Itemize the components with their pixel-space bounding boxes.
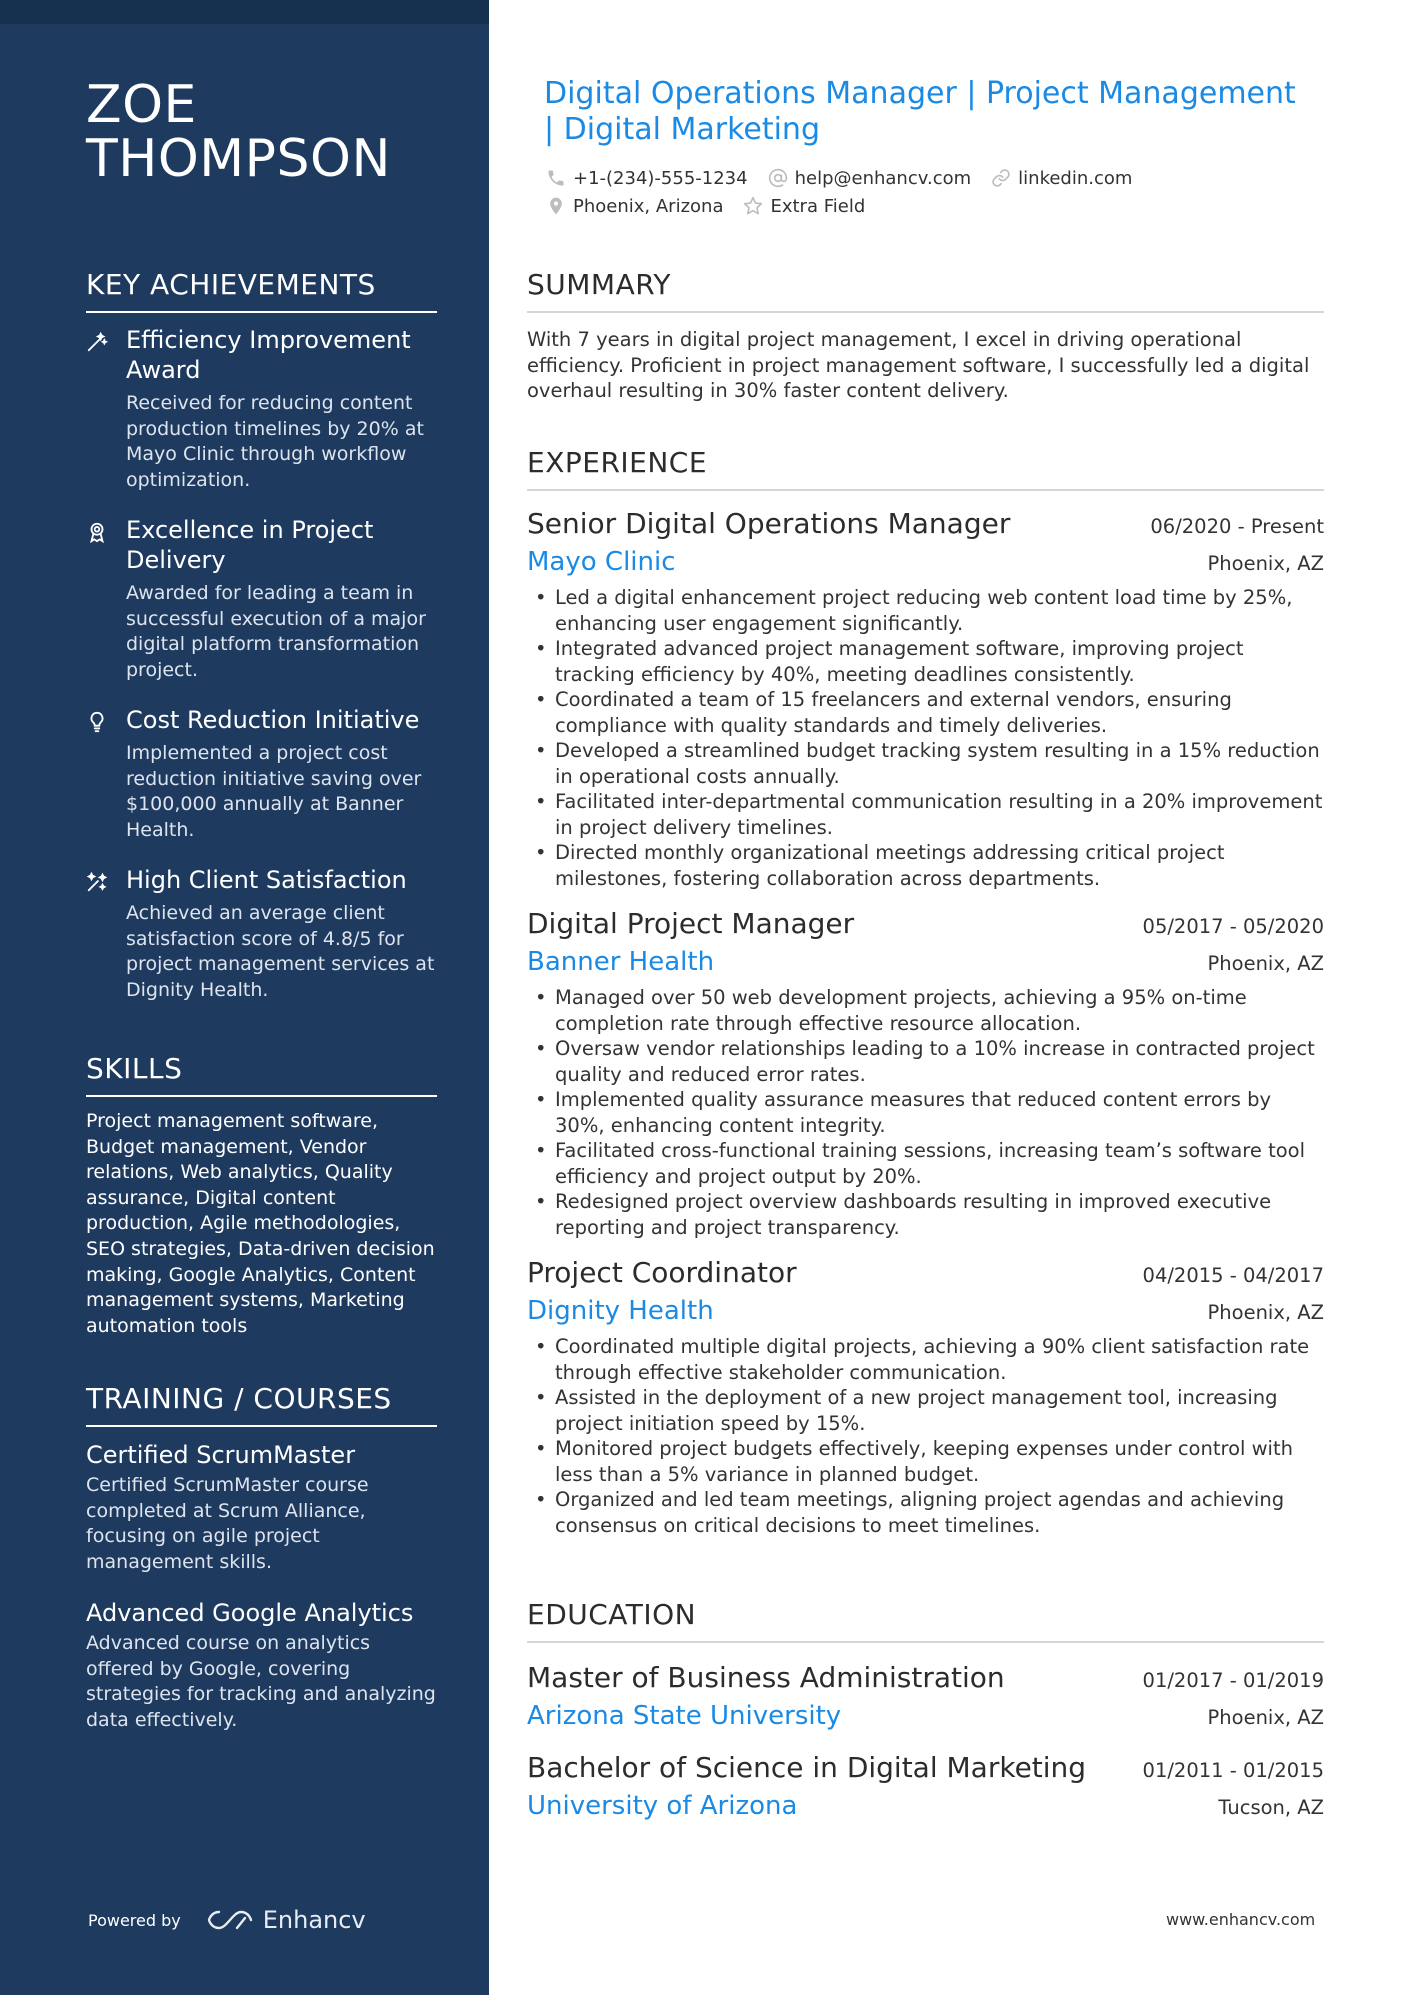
enhancv-logo-icon — [207, 1907, 253, 1933]
contact-info — [546, 164, 1132, 220]
job-company: Mayo Clinic — [527, 547, 676, 577]
achievement-title: Efficiency Improvement Award — [126, 326, 411, 384]
experience-entry — [527, 905, 1324, 1240]
list-item: • Organized and led team meetings, aligning project agendas and achieving consensus on critical decisions to meet timelines. — [527, 1487, 1324, 1538]
experience-entry — [527, 1254, 1324, 1538]
link-icon — [991, 168, 1011, 188]
contact-location — [546, 196, 723, 217]
achievement-item — [86, 865, 437, 1003]
list-item: • Monitored project budgets effectively, keeping expenses under control with less than a 5% variance in planned budget. — [527, 1436, 1324, 1487]
job-location: Phoenix, AZ — [1207, 1301, 1324, 1324]
list-item: • Managed over 50 web development projects, achieving a 95% on-time completion rate through effective resource allocation. — [527, 985, 1324, 1036]
website-link[interactable]: www.enhancv.com — [1166, 1910, 1316, 1929]
job-date: 04/2015 - 04/2017 — [1142, 1264, 1324, 1287]
enhancv-logo[interactable] — [207, 1906, 366, 1934]
list-item: • Developed a streamlined budget tracking system resulting in a 15% reduction in operational costs annually. — [527, 738, 1324, 789]
contact-location-text: Phoenix, Arizona — [573, 195, 724, 217]
job-location: Phoenix, AZ — [1207, 952, 1324, 975]
contact-phone[interactable] — [546, 168, 748, 189]
contact-linkedin-text: linkedin.com — [1018, 167, 1133, 189]
job-title: Digital Project Manager — [527, 907, 855, 940]
job-bullets — [527, 585, 1324, 891]
job-title: Project Coordinator — [527, 1256, 797, 1289]
school-location: Phoenix, AZ — [1207, 1706, 1324, 1729]
education-entry — [527, 1659, 1324, 1733]
location-pin-icon — [546, 196, 566, 216]
lightbulb-icon — [86, 711, 108, 733]
summary-heading: SUMMARY — [527, 268, 1324, 313]
powered-by — [88, 1906, 366, 1934]
contact-row — [546, 192, 1132, 220]
skills-list: Project management software, Budget management, Vendor relations, Web analytics, Quality assurance, Digital content production, Agile methodologies, SEO strategies, Data-driven decision making, Google Analytics, Content management systems, Marketing automation tools — [86, 1110, 435, 1337]
education-section — [527, 1598, 1324, 1823]
award-ribbon-icon — [86, 521, 108, 543]
job-location: Phoenix, AZ — [1207, 552, 1324, 575]
achievement-title: Excellence in Project Delivery — [126, 516, 374, 574]
course-title: Certified ScrumMaster — [86, 1441, 356, 1469]
skills-section — [86, 1052, 437, 1339]
list-item: • Coordinated multiple digital projects, achieving a 90% client satisfaction rate through effective stakeholder communication. — [527, 1334, 1324, 1385]
sidebar — [0, 0, 489, 1995]
experience-entry — [527, 505, 1324, 891]
achievement-desc: Achieved an average client satisfaction score of 4.8/5 for project management services at Dignity Health. — [126, 902, 435, 1001]
achievement-title: Cost Reduction Initiative — [126, 706, 420, 734]
achievement-item — [86, 325, 437, 493]
experience-section — [527, 446, 1324, 1538]
school-name: University of Arizona — [527, 1791, 798, 1821]
skills-heading: SKILLS — [86, 1052, 437, 1097]
contact-email[interactable] — [768, 168, 972, 189]
course-title: Advanced Google Analytics — [86, 1599, 414, 1627]
training-section — [86, 1382, 437, 1755]
course-desc: Certified ScrumMaster course completed at Scrum Alliance, focusing on agile project management skills. — [86, 1474, 369, 1573]
education-heading: EDUCATION — [527, 1598, 1324, 1643]
school-name: Arizona State University — [527, 1701, 842, 1731]
job-date: 05/2017 - 05/2020 — [1142, 915, 1324, 938]
job-company: Banner Health — [527, 947, 715, 977]
achievement-title: High Client Satisfaction — [126, 866, 407, 894]
contact-email-text: help@enhancv.com — [794, 167, 972, 189]
list-item: • Implemented quality assurance measures that reduced content errors by 30%, enhancing content integrity. — [527, 1087, 1324, 1138]
degree-title: Bachelor of Science in Digital Marketing — [527, 1751, 1087, 1784]
achievement-item — [86, 705, 437, 843]
education-date: 01/2011 - 01/2015 — [1142, 1759, 1324, 1782]
job-bullets — [527, 1334, 1324, 1538]
experience-heading: EXPERIENCE — [527, 446, 1324, 491]
achievements-section — [86, 268, 437, 1025]
list-item: • Assisted in the deployment of a new project management tool, increasing project initiation speed by 15%. — [527, 1385, 1324, 1436]
at-sign-icon — [768, 168, 788, 188]
contact-linkedin[interactable] — [991, 168, 1132, 189]
list-item: • Integrated advanced project management software, improving project tracking efficiency by 40%, meeting deadlines consistently. — [527, 636, 1324, 687]
name-last: THOMPSON — [86, 129, 391, 189]
achievement-desc: Awarded for leading a team in successful execution of a major digital platform transformation project. — [126, 582, 426, 681]
candidate-name — [86, 75, 391, 189]
school-location: Tucson, AZ — [1218, 1796, 1324, 1819]
powered-by-label: Powered by — [88, 1910, 181, 1930]
education-entry — [527, 1749, 1324, 1823]
contact-extra-text: Extra Field — [770, 195, 866, 217]
list-item: • Facilitated inter-departmental communication resulting in a 20% improvement in project delivery timelines. — [527, 789, 1324, 840]
magic-wand-icon — [86, 331, 108, 353]
list-item: • Led a digital enhancement project reducing web content load time by 25%, enhancing user engagement significantly. — [527, 585, 1324, 636]
achievement-item — [86, 515, 437, 683]
training-heading: TRAINING / COURSES — [86, 1382, 437, 1427]
education-date: 01/2017 - 01/2019 — [1142, 1669, 1324, 1692]
list-item: • Facilitated cross-functional training sessions, increasing team’s software tool efficiency and project output by 20%. — [527, 1138, 1324, 1189]
achievement-desc: Implemented a project cost reduction initiative saving over $100,000 annually at Banner Health. — [126, 742, 422, 841]
star-icon — [743, 196, 763, 216]
course-item — [86, 1597, 437, 1733]
job-title: Senior Digital Operations Manager — [527, 507, 1011, 540]
contact-row — [546, 164, 1132, 192]
contact-phone-text: +1-(234)-555-1234 — [573, 167, 748, 189]
summary-section — [527, 268, 1324, 404]
list-item: • Coordinated a team of 15 freelancers and external vendors, ensuring compliance with quality standards and timely deliveries. — [527, 687, 1324, 738]
achievements-heading: KEY ACHIEVEMENTS — [86, 268, 437, 313]
contact-extra — [743, 196, 865, 217]
course-item — [86, 1439, 437, 1575]
job-company: Dignity Health — [527, 1296, 714, 1326]
phone-icon — [546, 168, 566, 188]
achievement-desc: Received for reducing content production timelines by 20% at Mayo Clinic through workflow optimization. — [126, 392, 424, 491]
course-desc: Advanced course on analytics offered by Google, covering strategies for tracking and analyzing data effectively. — [86, 1632, 436, 1731]
enhancv-brand-name: Enhancv — [262, 1906, 366, 1934]
magic-sparkle-icon — [86, 871, 108, 893]
list-item: • Redesigned project overview dashboards resulting in improved executive reporting and project transparency. — [527, 1189, 1324, 1240]
summary-text: With 7 years in digital project management, I excel in driving operational efficiency. Proficient in project management software, I successfully led a digital overhaul resulting in 30% faster content delivery. — [527, 328, 1310, 402]
headline: Digital Operations Manager | Project Management | Digital Marketing — [544, 76, 1296, 147]
job-date: 06/2020 - Present — [1150, 515, 1324, 538]
job-bullets — [527, 985, 1324, 1240]
degree-title: Master of Business Administration — [527, 1661, 1005, 1694]
list-item: • Directed monthly organizational meetings addressing critical project milestones, fostering collaboration across departments. — [527, 840, 1324, 891]
sidebar-top-bar — [0, 0, 489, 24]
list-item: • Oversaw vendor relationships leading to a 10% increase in contracted project quality and reduced error rates. — [527, 1036, 1324, 1087]
name-first: ZOE — [86, 75, 197, 135]
